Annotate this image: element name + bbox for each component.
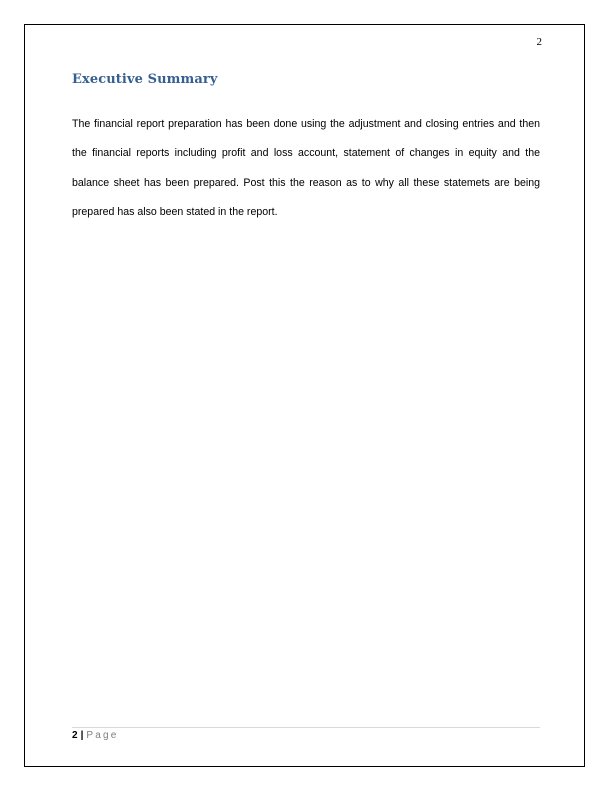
- header-page-number: 2: [536, 36, 542, 48]
- footer-page-number: 2: [72, 730, 78, 741]
- page-footer: [72, 729, 119, 743]
- footer-separator: |: [80, 730, 84, 741]
- footer-rule: [72, 727, 540, 728]
- section-heading: Executive Summary: [72, 72, 218, 87]
- footer-page-label: Page: [86, 730, 119, 741]
- body-paragraph: The financial report preparation has been done using the adjustment and closing entries and then the financial reports including profit and loss account, statement of changes in equity and the balance sheet has been prepared. Post this the reason as to why all these statemets are being prepared has also been stated in the report.: [72, 118, 540, 219]
